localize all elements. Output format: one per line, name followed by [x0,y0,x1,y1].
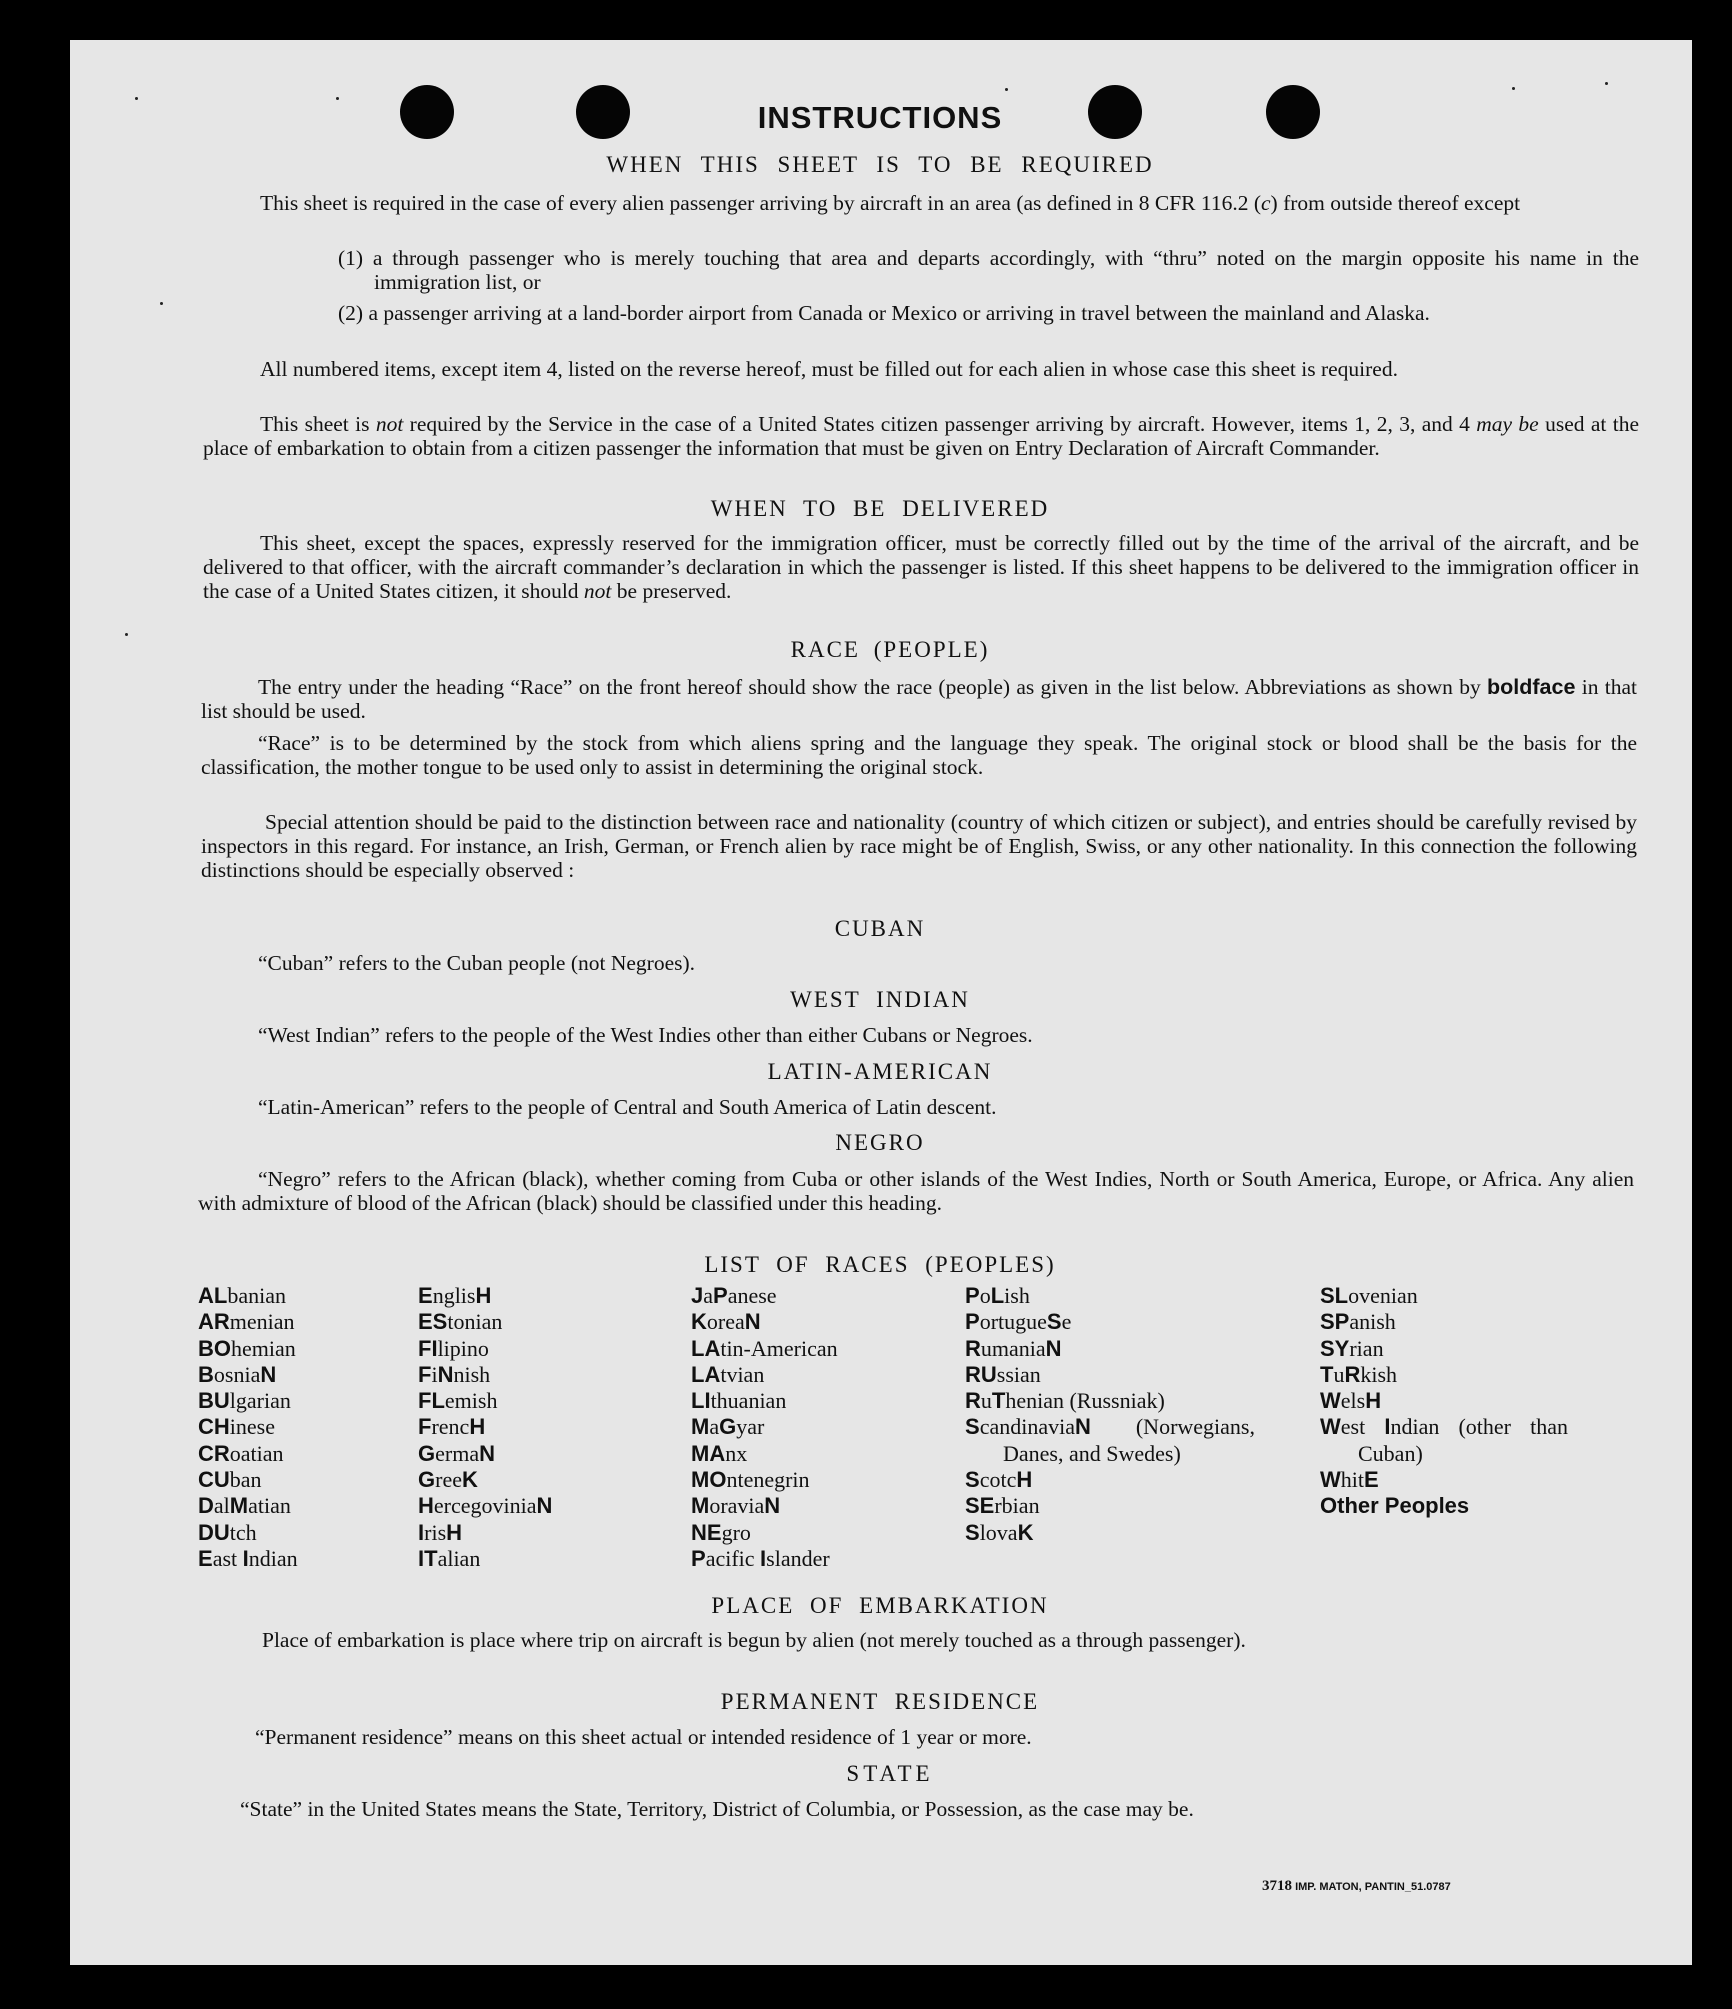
paragraph: This sheet is not required by the Service in the case of a United States citizen passenger arriving by aircraft. However, items 1, 2, 3, and 4 may be used at the place of embarkation to obtain from a citizen passenger the information that must be given on Entry Declaration of Aircraft Commander. [203,412,1639,460]
race-item: DUtch [198,1519,257,1545]
race-item: ScandinaviaN (Norwegians, Danes, and Swedes) [965,1414,1255,1466]
section-heading-delivered: WHEN TO BE DELIVERED [710,496,1050,521]
section-heading-race: RACE (PEOPLE) [790,637,990,662]
paragraph: “Race” is to be determined by the stock from which aliens spring and the language they speak. The original stock or blood shall be the basis for the classification, the mother tongue to be used only to assist in determining the original stock. [201,731,1637,779]
paragraph: “Negro” refers to the African (black), whether coming from Cuba or other islands of the West Indies, North or South America, Europe, or Africa. Any alien with admixture of blood of the African (black) should be classified under this heading. [198,1167,1634,1215]
race-item: ScotcH [965,1467,1033,1493]
page-title: INSTRUCTIONS [757,100,1003,135]
section-heading-negro: NEGRO [835,1130,925,1155]
paragraph: Place of embarkation is place where trip on aircraft is begun by alien (not merely touched as a through passenger). [262,1628,1246,1652]
section-heading-west-indian: WEST INDIAN [790,987,970,1012]
race-item: GreeK [418,1467,478,1493]
document-sheet [70,40,1692,1965]
paragraph: All numbered items, except item 4, listed on the reverse hereof, must be filled out for each alien in whose case this sheet is required. [260,357,1398,381]
paragraph: “West Indian” refers to the people of the West Indies other than either Cubans or Negroes. [258,1023,1033,1047]
race-column [965,1283,1255,1546]
race-item: FLemish [418,1388,498,1414]
race-item: PoLish [965,1283,1030,1308]
race-item: SYrian [1320,1335,1384,1361]
race-item: SErbian [965,1493,1040,1519]
section-heading-cuban: CUBAN [834,916,926,941]
race-item: TuRkish [1320,1361,1398,1387]
race-item: WhitE [1320,1467,1379,1493]
race-column [198,1283,398,1572]
list-item: (2) a passenger arriving at a land-border airport from Canada or Mexico or arriving in travel between the mainland and Alaska. [338,301,1430,325]
punch-hole [576,85,630,139]
race-item: LAtin-American [691,1335,838,1361]
race-item: HercegoviniaN [418,1493,553,1519]
race-item: SLovenian [1320,1283,1418,1308]
race-item: WelsH [1320,1388,1382,1414]
race-item: LAtvian [691,1361,765,1387]
punch-hole [1266,85,1320,139]
paragraph: Special attention should be paid to the distinction between race and nationality (country of which citizen or subject), and entries should be carefully revised by inspectors in this regard. For instance, an Irish, German, or French alien by race might be of English, Swiss, or any other nationality. In this connection the following distinctions should be especially observed : [201,810,1637,882]
punch-hole [1088,85,1142,139]
list-item: (1) a through passenger who is merely touching that area and departs accordingly, with “thru” noted on the margin opposite his name in the immigration list, or [338,246,1639,294]
race-item: JaPanese [691,1283,777,1308]
race-item: RumaniaN [965,1335,1062,1361]
race-item: West Indian (other than Cuban) [1320,1414,1568,1466]
race-item: East Indian [198,1545,298,1571]
race-item: FiNnish [418,1361,491,1387]
section-heading-state: STATE [846,1761,934,1786]
paragraph: “State” in the United States means the State, Territory, District of Columbia, or Possession, as the case may be. [240,1797,1194,1821]
race-item: GermaN [418,1440,495,1466]
race-item: CUban [198,1467,262,1493]
race-item: NEgro [691,1519,751,1545]
section-heading-residence: PERMANENT RESIDENCE [720,1689,1040,1714]
paragraph: “Latin-American” refers to the people of Central and South America of Latin descent. [258,1095,997,1119]
race-item: ALbanian [198,1283,286,1308]
race-item: IrisH [418,1519,463,1545]
race-item: CRoatian [198,1440,284,1466]
race-item: BosniaN [198,1361,277,1387]
form-footer [1262,1878,1451,1895]
paragraph: This sheet is required in the case of every alien passenger arriving by aircraft in an area (as defined in 8 CFR 116.2 (c) from outside thereof except [260,191,1521,215]
race-item: BOhemian [198,1335,296,1361]
paragraph: The entry under the heading “Race” on the front hereof should show the race (people) as given in the list below. Abbreviations as shown by boldface in that list should be used. [201,675,1637,723]
printer-imprint: IMP. MATON, PANTIN_51.0787 [1295,1881,1451,1893]
race-column [1320,1283,1568,1520]
race-item: PortugueSe [965,1309,1072,1335]
race-item: ARmenian [198,1309,295,1335]
race-item: SPanish [1320,1309,1396,1335]
race-item: CHinese [198,1414,275,1440]
paragraph: “Cuban” refers to the Cuban people (not Negroes). [258,951,696,975]
race-item: MaGyar [691,1414,765,1440]
paragraph: This sheet, except the spaces, expressly reserved for the immigration officer, must be correctly filled out by the time of the arrival of the aircraft, and be delivered to that officer, with the aircraft commander’s declaration in which the passenger is listed. If this sheet happens to be delivered to the immigration officer in the case of a United States citizen, it should not be preserved. [203,531,1639,603]
race-column [691,1283,931,1572]
race-item: MOntenegrin [691,1467,810,1493]
race-item: RuThenian (Russniak) [965,1388,1165,1414]
race-item: SlovaK [965,1519,1034,1545]
race-item: FIlipino [418,1335,489,1361]
race-item: ITalian [418,1545,481,1571]
race-item: DalMatian [198,1493,291,1519]
race-item: RUssian [965,1361,1041,1387]
section-heading-embarkation: PLACE OF EMBARKATION [711,1593,1049,1618]
race-item: EStonian [418,1309,503,1335]
form-number: 3718 [1262,1878,1292,1894]
race-item: LIthuanian [691,1388,787,1414]
race-item: BUlgarian [198,1388,291,1414]
race-item: MoraviaN [691,1493,781,1519]
race-item: EnglisH [418,1283,492,1308]
race-item: KoreaN [691,1309,761,1335]
race-item: FrencH [418,1414,486,1440]
section-heading-latin-american: LATIN-AMERICAN [767,1059,993,1084]
section-heading-races-list: LIST OF RACES (PEOPLES) [704,1252,1056,1277]
race-item: Pacific Islander [691,1545,830,1571]
race-item: MAnx [691,1440,748,1466]
punch-hole [400,85,454,139]
race-column [418,1283,648,1572]
section-heading-required: WHEN THIS SHEET IS TO BE REQUIRED [606,152,1154,177]
race-item: Other Peoples [1320,1493,1470,1519]
paragraph: “Permanent residence” means on this sheet actual or intended residence of 1 year or more. [255,1725,1032,1749]
